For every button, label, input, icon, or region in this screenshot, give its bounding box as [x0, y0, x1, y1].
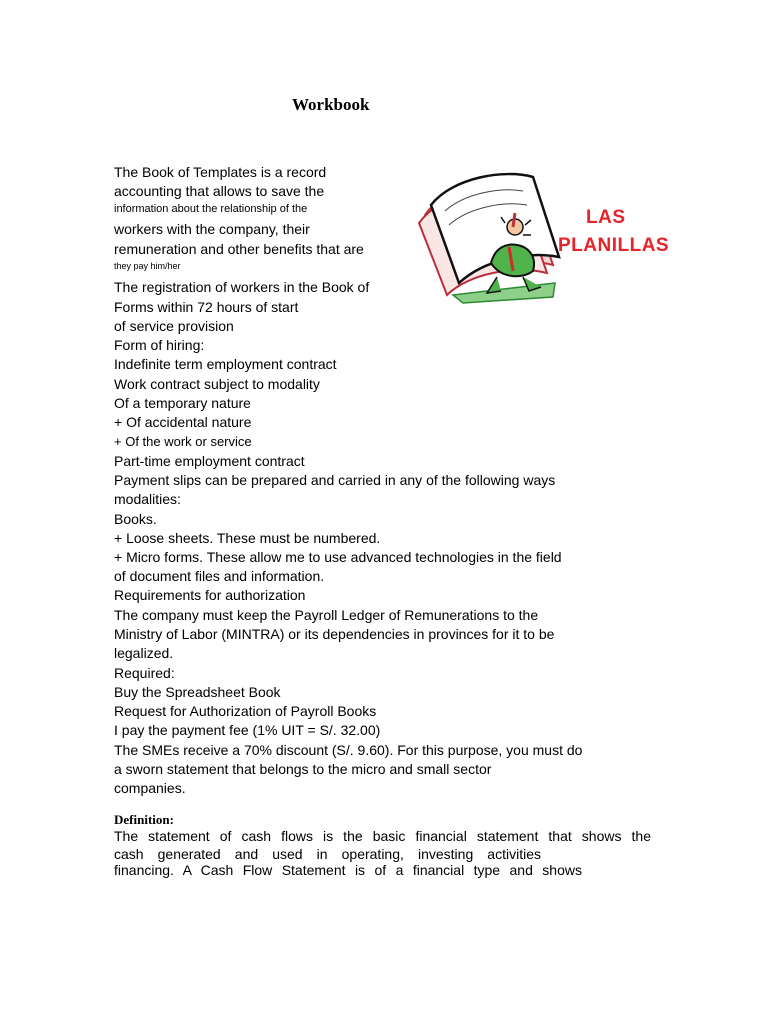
paragraph-line: of service provision — [114, 318, 234, 334]
image-caption-line1: LAS — [586, 207, 626, 228]
paragraph-line: The Book of Templates is a record — [114, 164, 327, 180]
papers-clipart-icon — [405, 165, 695, 310]
definition-line: financing. A Cash Flow Statement is of a financial type and shows — [114, 862, 582, 878]
paragraph-line: + Loose sheets. These must be numbered. — [114, 530, 381, 546]
paragraph-line: The registration of workers in the Book of — [114, 279, 370, 295]
paragraph-line: workers with the company, their — [114, 221, 310, 237]
paragraph-line: Work contract subject to modality — [114, 376, 320, 392]
paragraph-line: + Of accidental nature — [114, 414, 252, 430]
paragraph-line: remuneration and other benefits that are — [114, 241, 364, 257]
paragraph-line: of document files and information. — [114, 568, 325, 584]
paragraph-line: Request for Authorization of Payroll Books — [114, 703, 377, 719]
paragraph-line: legalized. — [114, 645, 174, 661]
paragraph-line: + Of the work or service — [114, 434, 252, 449]
paragraph-line: + Micro forms. These allow me to use advanced technologies in the field — [114, 549, 562, 565]
paragraph-line: Form of hiring: — [114, 337, 205, 353]
paragraph-line: Ministry of Labor (MINTRA) or its dependencies in provinces for it to be — [114, 626, 555, 642]
paragraph-line: modalities: — [114, 491, 181, 507]
paragraph-line: information about the relationship of the — [114, 203, 308, 215]
paragraph-line: companies. — [114, 780, 186, 796]
paragraph-line: a sworn statement that belongs to the micro and small sector — [114, 761, 492, 777]
paragraph-line: Indefinite term employment contract — [114, 356, 337, 372]
paragraph-line: Books. — [114, 511, 157, 527]
paragraph-line: I pay the payment fee (1% UIT = S/. 32.00) — [114, 722, 381, 738]
paragraph-line: Requirements for authorization — [114, 587, 306, 603]
paragraph-line: The company must keep the Payroll Ledger of Remunerations to the — [114, 607, 539, 623]
paragraph-line: The SMEs receive a 70% discount (S/. 9.60). For this purpose, you must do — [114, 742, 583, 758]
image-caption-line2: PLANILLAS — [558, 235, 670, 256]
definition-line: The statement of cash flows is the basic financial statement that shows the — [114, 828, 651, 844]
paragraph-line: Forms within 72 hours of start — [114, 299, 299, 315]
paragraph-line: Payment slips can be prepared and carried in any of the following ways — [114, 472, 556, 488]
paragraph-line: Part-time employment contract — [114, 453, 305, 469]
paragraph-line: Required: — [114, 665, 175, 681]
definition-line: cash generated and used in operating, investing activities — [114, 846, 541, 862]
definition-label: Definition: — [114, 812, 174, 827]
paragraph-line: they pay him/her — [114, 261, 181, 271]
paragraph-line: accounting that allows to save the — [114, 183, 325, 199]
paragraph-line: Buy the Spreadsheet Book — [114, 684, 281, 700]
page-title: Workbook — [292, 95, 370, 114]
paragraph-line: Of a temporary nature — [114, 395, 251, 411]
